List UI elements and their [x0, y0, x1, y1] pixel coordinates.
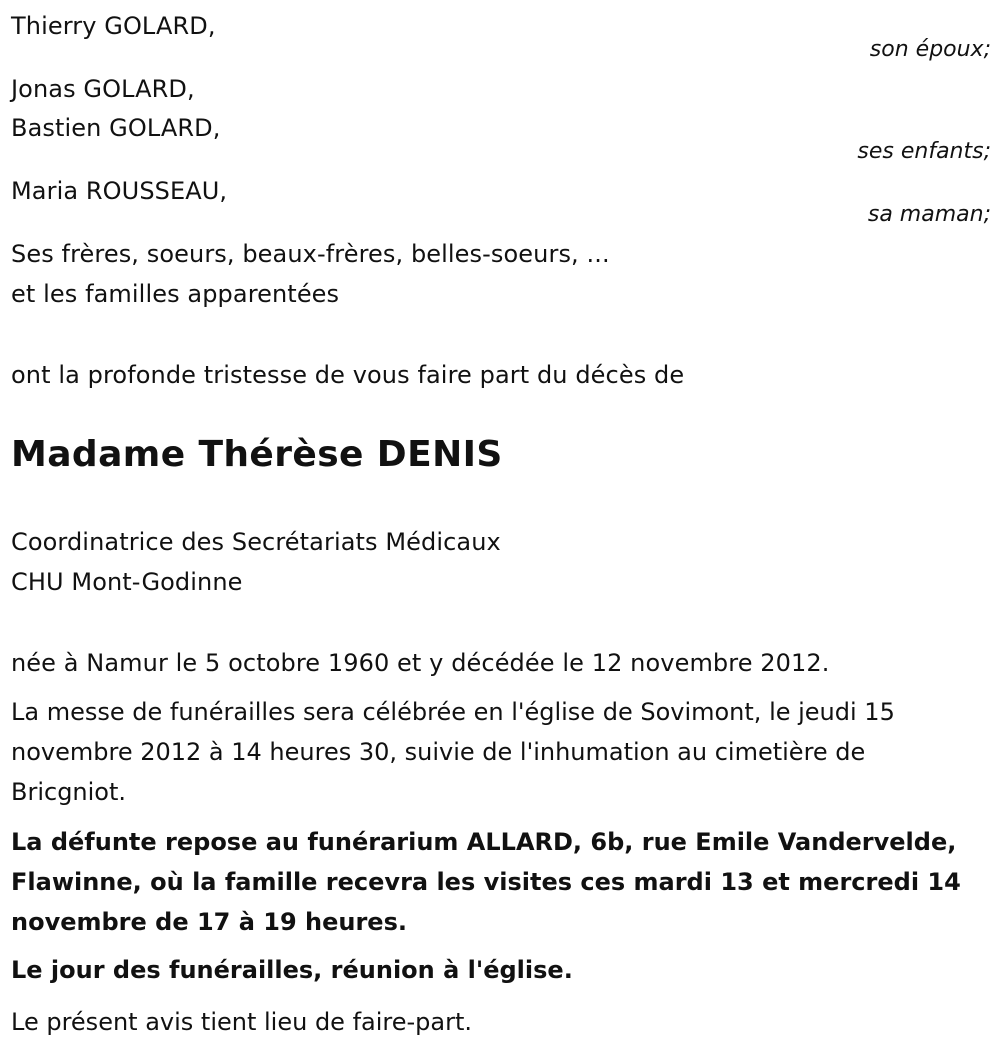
employer: CHU Mont-Godinne: [11, 568, 243, 596]
families-line: et les familles apparentées: [11, 280, 340, 308]
husband-relation: son époux;: [869, 37, 991, 62]
mother-relation: sa maman;: [867, 202, 991, 227]
husband-name: Thierry GOLARD,: [11, 12, 216, 40]
child-name-1: Jonas GOLARD,: [11, 75, 195, 103]
children-relation: ses enfants;: [857, 139, 991, 164]
birth-death-line: née à Namur le 5 octobre 1960 et y décédée le 12 novembre 2012.: [11, 649, 830, 677]
announcement-text: ont la profonde tristesse de vous faire part du décès de: [11, 361, 685, 389]
child-name-2: Bastien GOLARD,: [11, 114, 221, 142]
funeral-mass-paragraph: La messe de funérailles sera célébrée en l'église de Sovimont, le jeudi 15 novembre 2012 à 14 heures 30, suivie de l'inhumation au cimetière de Bricgniot.: [11, 698, 895, 806]
gathering-line: Le jour des funérailles, réunion à l'église.: [11, 956, 573, 984]
notice-line: Le présent avis tient lieu de faire-part.: [11, 1008, 473, 1036]
job-title: Coordinatrice des Secrétariats Médicaux: [11, 528, 501, 556]
deceased-name: Madame Thérèse DENIS: [11, 434, 503, 475]
viewing-paragraph: La défunte repose au funérarium ALLARD, 6b, rue Emile Vandervelde, Flawinne, où la famille recevra les visites ces mardi 13 et mercredi 14 novembre de 17 à 19 heures.: [11, 828, 961, 936]
mother-name: Maria ROUSSEAU,: [11, 177, 228, 205]
siblings-line: Ses frères, soeurs, beaux-frères, belles-soeurs, ...: [11, 240, 610, 268]
